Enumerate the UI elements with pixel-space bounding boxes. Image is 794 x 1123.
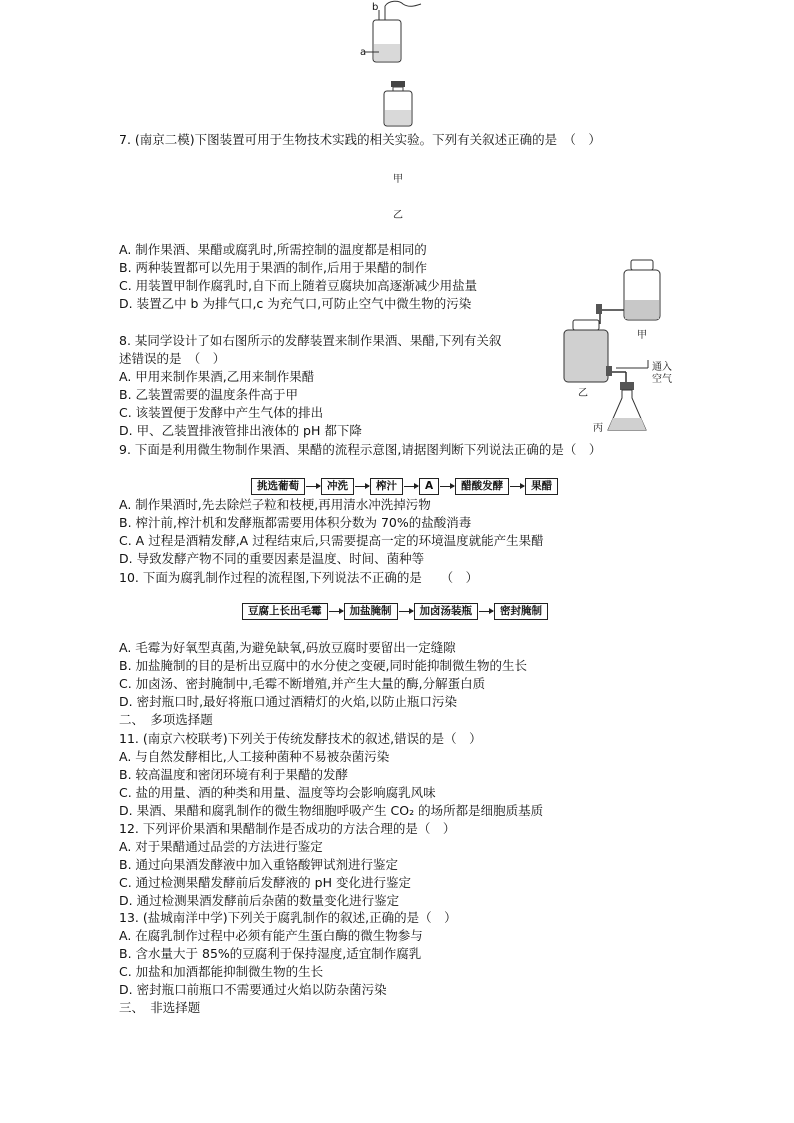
q12-option-b: B. 通过向果酒发酵液中加入重铬酸钾试剂进行鉴定 <box>119 857 399 872</box>
q8-option-a: A. 甲用来制作果酒,乙用来制作果醋 <box>119 369 315 384</box>
q9-stem: 9. 下面是利用微生物制作果酒、果醋的流程示意图,请据图判断下列说法正确的是（ ） <box>119 442 602 457</box>
q12-option-c: C. 通过检测果醋发酵前后发酵液的 pH 变化进行鉴定 <box>119 875 411 890</box>
q10-flow-step: 加卤汤装瓶 <box>414 603 479 620</box>
q10-flowchart <box>242 603 548 620</box>
fig8-label-jia: 甲 <box>637 330 647 341</box>
q8-option-b: B. 乙装置需要的温度条件高于甲 <box>119 387 299 402</box>
q8-option-c: C. 该装置便于发酵中产生气体的排出 <box>119 405 324 420</box>
q10-flow-step: 密封腌制 <box>494 603 548 620</box>
q8-stem-line1: 8. 某同学设计了如右图所示的发酵装置来制作果酒、果醋,下列有关叙 <box>119 333 502 348</box>
flow-arrow <box>479 611 493 612</box>
q10-flow-step: 豆腐上长出毛霉 <box>242 603 328 620</box>
q13-option-b: B. 含水量大于 85%的豆腐利于保持湿度,适宜制作腐乳 <box>119 946 422 961</box>
fig8-label-bing: 丙 <box>593 423 603 434</box>
q13-stem: 13. (盐城南洋中学)下列关于腐乳制作的叙述,正确的是（ ） <box>119 910 457 925</box>
fig8-label-air-1: 通入 <box>652 362 672 373</box>
sealed-bottle-figure <box>381 80 415 128</box>
q10-option-b: B. 加盐腌制的目的是析出豆腐中的水分使之变硬,同时能抑制微生物的生长 <box>119 658 527 673</box>
q7-label-jia: 甲 <box>393 174 403 185</box>
q10-option-c: C. 加卤汤、密封腌制中,毛霉不断增殖,并产生大量的酶,分解蛋白质 <box>119 676 486 691</box>
q7-stem: 7. (南京二模)下图装置可用于生物技术实践的相关实验。下列有关叙述正确的是 （ ） <box>119 132 601 147</box>
fig8-label-yi: 乙 <box>578 388 588 399</box>
q11-option-d: D. 果酒、果醋和腐乳制作的微生物细胞呼吸产生 CO₂ 的场所都是细胞质基质 <box>119 803 544 818</box>
q10-option-d: D. 密封瓶口时,最好将瓶口通过酒精灯的火焰,以防止瓶口污染 <box>119 694 458 709</box>
q13-option-d: D. 密封瓶口前瓶口不需要通过火焰以防杂菌污染 <box>119 982 387 997</box>
q9-flow-step: A <box>419 478 439 495</box>
q7-option-d: D. 装置乙中 b 为排气口,c 为充气口,可防止空气中微生物的污染 <box>119 296 472 311</box>
flow-arrow <box>399 611 413 612</box>
section-2-heading: 二、 多项选择题 <box>119 712 213 727</box>
q13-option-c: C. 加盐和加酒都能抑制微生物的生长 <box>119 964 324 979</box>
q7-label-yi: 乙 <box>393 210 403 221</box>
flow-arrow <box>306 486 320 487</box>
q9-flow-step: 榨汁 <box>370 478 403 495</box>
q8-stem-line2: 述错误的是 （ ） <box>119 351 226 366</box>
q10-stem: 10. 下面为腐乳制作过程的流程图,下列说法不正确的是 （ ） <box>119 570 479 585</box>
flow-arrow <box>329 611 343 612</box>
q9-flowchart <box>251 478 558 495</box>
q9-flow-step: 冲洗 <box>321 478 354 495</box>
q12-option-d: D. 通过检测果酒发酵前后杂菌的数量变化进行鉴定 <box>119 893 400 908</box>
q8-option-d: D. 甲、乙装置排液管排出液体的 pH 都下降 <box>119 423 362 438</box>
flow-arrow <box>440 486 454 487</box>
q9-option-c: C. A 过程是酒精发酵,A 过程结束后,只需要提高一定的环境温度就能产生果醋 <box>119 533 544 548</box>
q10-option-a: A. 毛霉为好氧型真菌,为避免缺氧,码放豆腐时要留出一定缝隙 <box>119 640 456 655</box>
top-figure-label-a: a <box>360 47 367 58</box>
q9-option-d: D. 导致发酵产物不同的重要因素是温度、时间、菌种等 <box>119 551 425 566</box>
top-apparatus-figure <box>355 0 435 66</box>
q7-option-a: A. 制作果酒、果醋或腐乳时,所需控制的温度都是相同的 <box>119 242 427 257</box>
top-figure-label-b: b <box>372 2 379 13</box>
q9-flow-step: 醋酸发酵 <box>455 478 509 495</box>
section-3-heading: 三、 非选择题 <box>119 1000 201 1015</box>
q9-option-a: A. 制作果酒时,先去除烂子粒和枝梗,再用清水冲洗掉污物 <box>119 497 431 512</box>
q9-option-b: B. 榨汁前,榨汁机和发酵瓶都需要用体积分数为 70%的盐酸消毒 <box>119 515 472 530</box>
fig8-label-air-2: 空气 <box>652 374 672 385</box>
flow-arrow <box>404 486 418 487</box>
q7-option-b: B. 两种装置都可以先用于果酒的制作,后用于果醋的制作 <box>119 260 427 275</box>
q11-option-c: C. 盐的用量、酒的种类和用量、温度等均会影响腐乳风味 <box>119 785 436 800</box>
q11-option-a: A. 与自然发酵相比,人工接种菌种不易被杂菌污染 <box>119 749 390 764</box>
q9-flow-step: 挑选葡萄 <box>251 478 305 495</box>
q12-stem: 12. 下列评价果酒和果醋制作是否成功的方法合理的是（ ） <box>119 821 456 836</box>
q11-stem: 11. (南京六校联考)下列关于传统发酵技术的叙述,错误的是（ ） <box>119 731 482 746</box>
q7-option-c: C. 用装置甲制作腐乳时,自下而上随着豆腐块加高逐渐减少用盐量 <box>119 278 478 293</box>
q13-option-a: A. 在腐乳制作过程中必须有能产生蛋白酶的微生物参与 <box>119 928 423 943</box>
q9-flow-step: 果醋 <box>525 478 558 495</box>
flow-arrow <box>510 486 524 487</box>
q10-flow-step: 加盐腌制 <box>344 603 398 620</box>
flow-arrow <box>355 486 369 487</box>
q12-option-a: A. 对于果醋通过品尝的方法进行鉴定 <box>119 839 323 854</box>
q11-option-b: B. 较高温度和密闭环境有利于果醋的发酵 <box>119 767 349 782</box>
fermentation-apparatus-figure <box>560 258 695 436</box>
